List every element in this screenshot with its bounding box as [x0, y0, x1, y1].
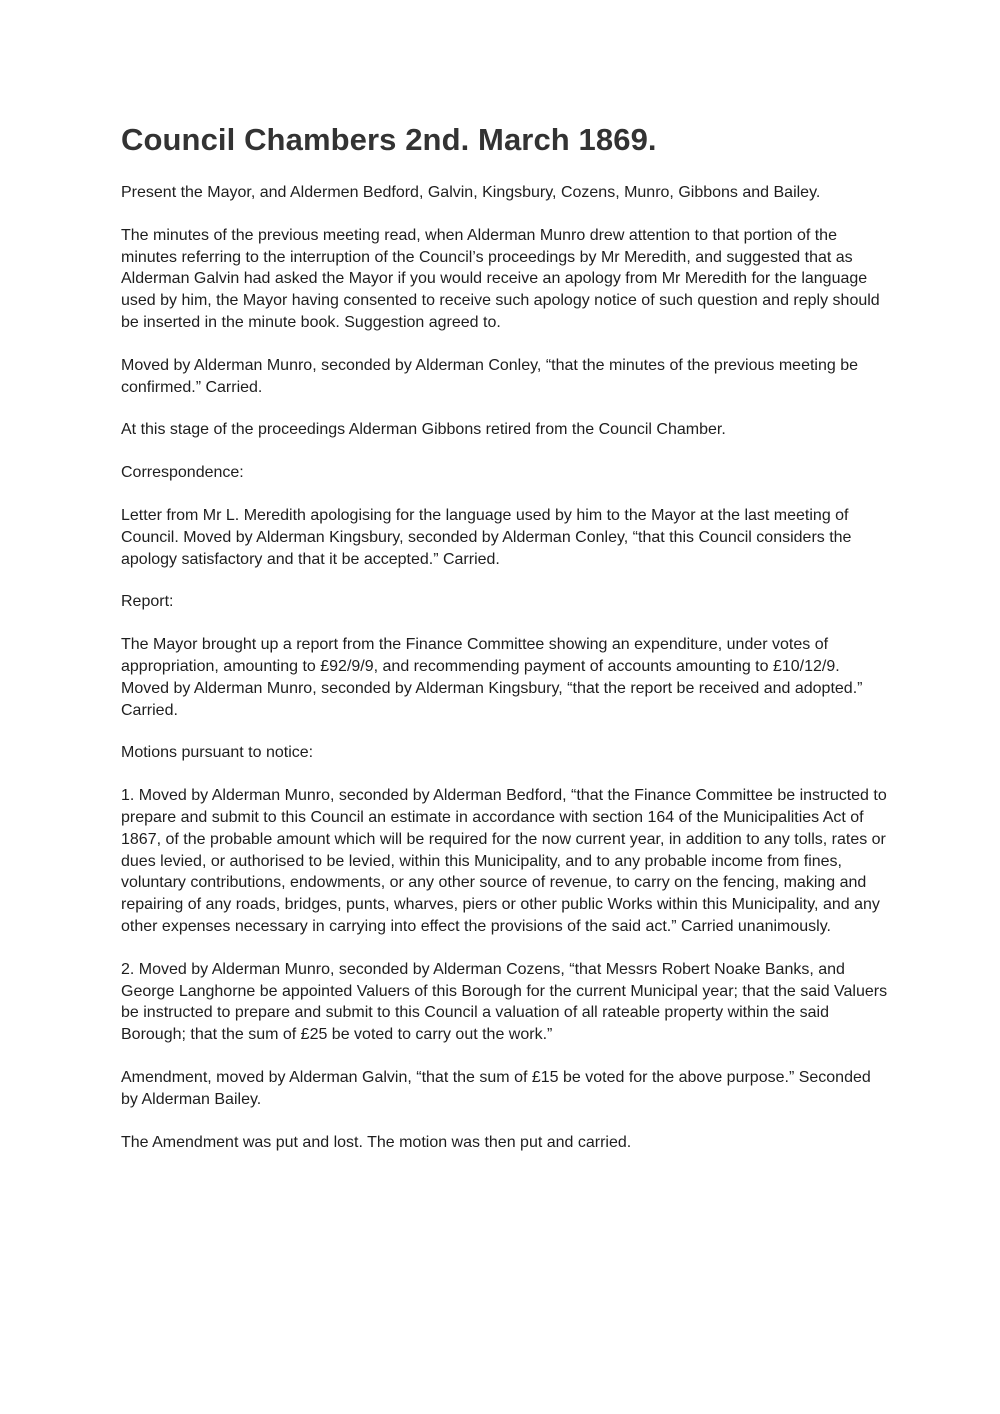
- finance-report-paragraph: The Mayor brought up a report from the Finance Committee showing an expenditure, under votes of appropriation, amounting to £92/9/9, and recommending payment of accounts amounting to £10/12/9. Moved by Alderman Munro, seconded by Alderman Kingsbury, “that the report be received and adopted.” Carried.: [121, 636, 863, 719]
- motion-2-paragraph: 2. Moved by Alderman Munro, seconded by Alderman Cozens, “that Messrs Robert Noake Banks, and George Langhorne be appointed Valuers of this Borough for the current Municipal year; that the said Valuers be instructed to prepare and submit to this Council a valuation of all rateable property within the said Borough; that the sum of £25 be voted to carry out the work.”: [121, 960, 888, 1044]
- document-title: Council Chambers 2nd. March 1869.: [121, 122, 657, 157]
- confirmation-motion-paragraph: Moved by Alderman Munro, seconded by Alderman Conley, “that the minutes of the previous meeting be confirmed.” Carried.: [121, 356, 858, 396]
- outcome-paragraph: The Amendment was put and lost. The motion was then put and carried.: [121, 1133, 632, 1151]
- gibbons-retired-paragraph: At this stage of the proceedings Alderman Gibbons retired from the Council Chamber.: [121, 421, 726, 439]
- correspondence-heading: Correspondence:: [121, 464, 244, 482]
- amendment-paragraph: Amendment, moved by Alderman Galvin, “that the sum of £15 be voted for the above purpose.” Seconded by Alderman Bailey.: [121, 1068, 871, 1108]
- apology-letter-paragraph: Letter from Mr L. Meredith apologising for the language used by him to the Mayor at the last meeting of Council. Moved by Alderman Kingsbury, seconded by Alderman Conley, “that this Council considers the apology satisfactory and that it be accepted.” Carried.: [121, 506, 852, 568]
- report-heading: Report:: [121, 593, 174, 611]
- minutes-paragraph: The minutes of the previous meeting read, when Alderman Munro drew attention to that portion of the minutes referring to the interruption of the Council’s proceedings by Mr Meredith, and suggested that as Alderman Galvin had asked the Mayor if you would receive an apology from Mr Meredith for the language used by him, the Mayor having consented to receive such apology notice of such question and reply should be inserted in the minute book. Suggestion agreed to.: [121, 226, 880, 331]
- motion-1-paragraph: 1. Moved by Alderman Munro, seconded by Alderman Bedford, “that the Finance Committee be instructed to prepare and submit to this Council an estimate in accordance with section 164 of the Municipalities Act of 1867, of the probable amount which will be required for the now current year, in addition to any tolls, rates or dues levied, or authorised to be levied, within this Municipality, and to any probable income from fines, voluntary contributions, endowments, or any other source of revenue, to carry on the fencing, making and repairing of any roads, bridges, punts, wharves, piers or other public Works within this Municipality, and any other expenses necessary in carrying into effect the provisions of the said act.” Carried unanimously.: [121, 787, 887, 935]
- attendance-paragraph: Present the Mayor, and Aldermen Bedford, Galvin, Kingsbury, Cozens, Munro, Gibbons and Bailey.: [121, 184, 821, 201]
- motions-heading: Motions pursuant to notice:: [121, 744, 314, 762]
- document-page: [121, 120, 891, 1174]
